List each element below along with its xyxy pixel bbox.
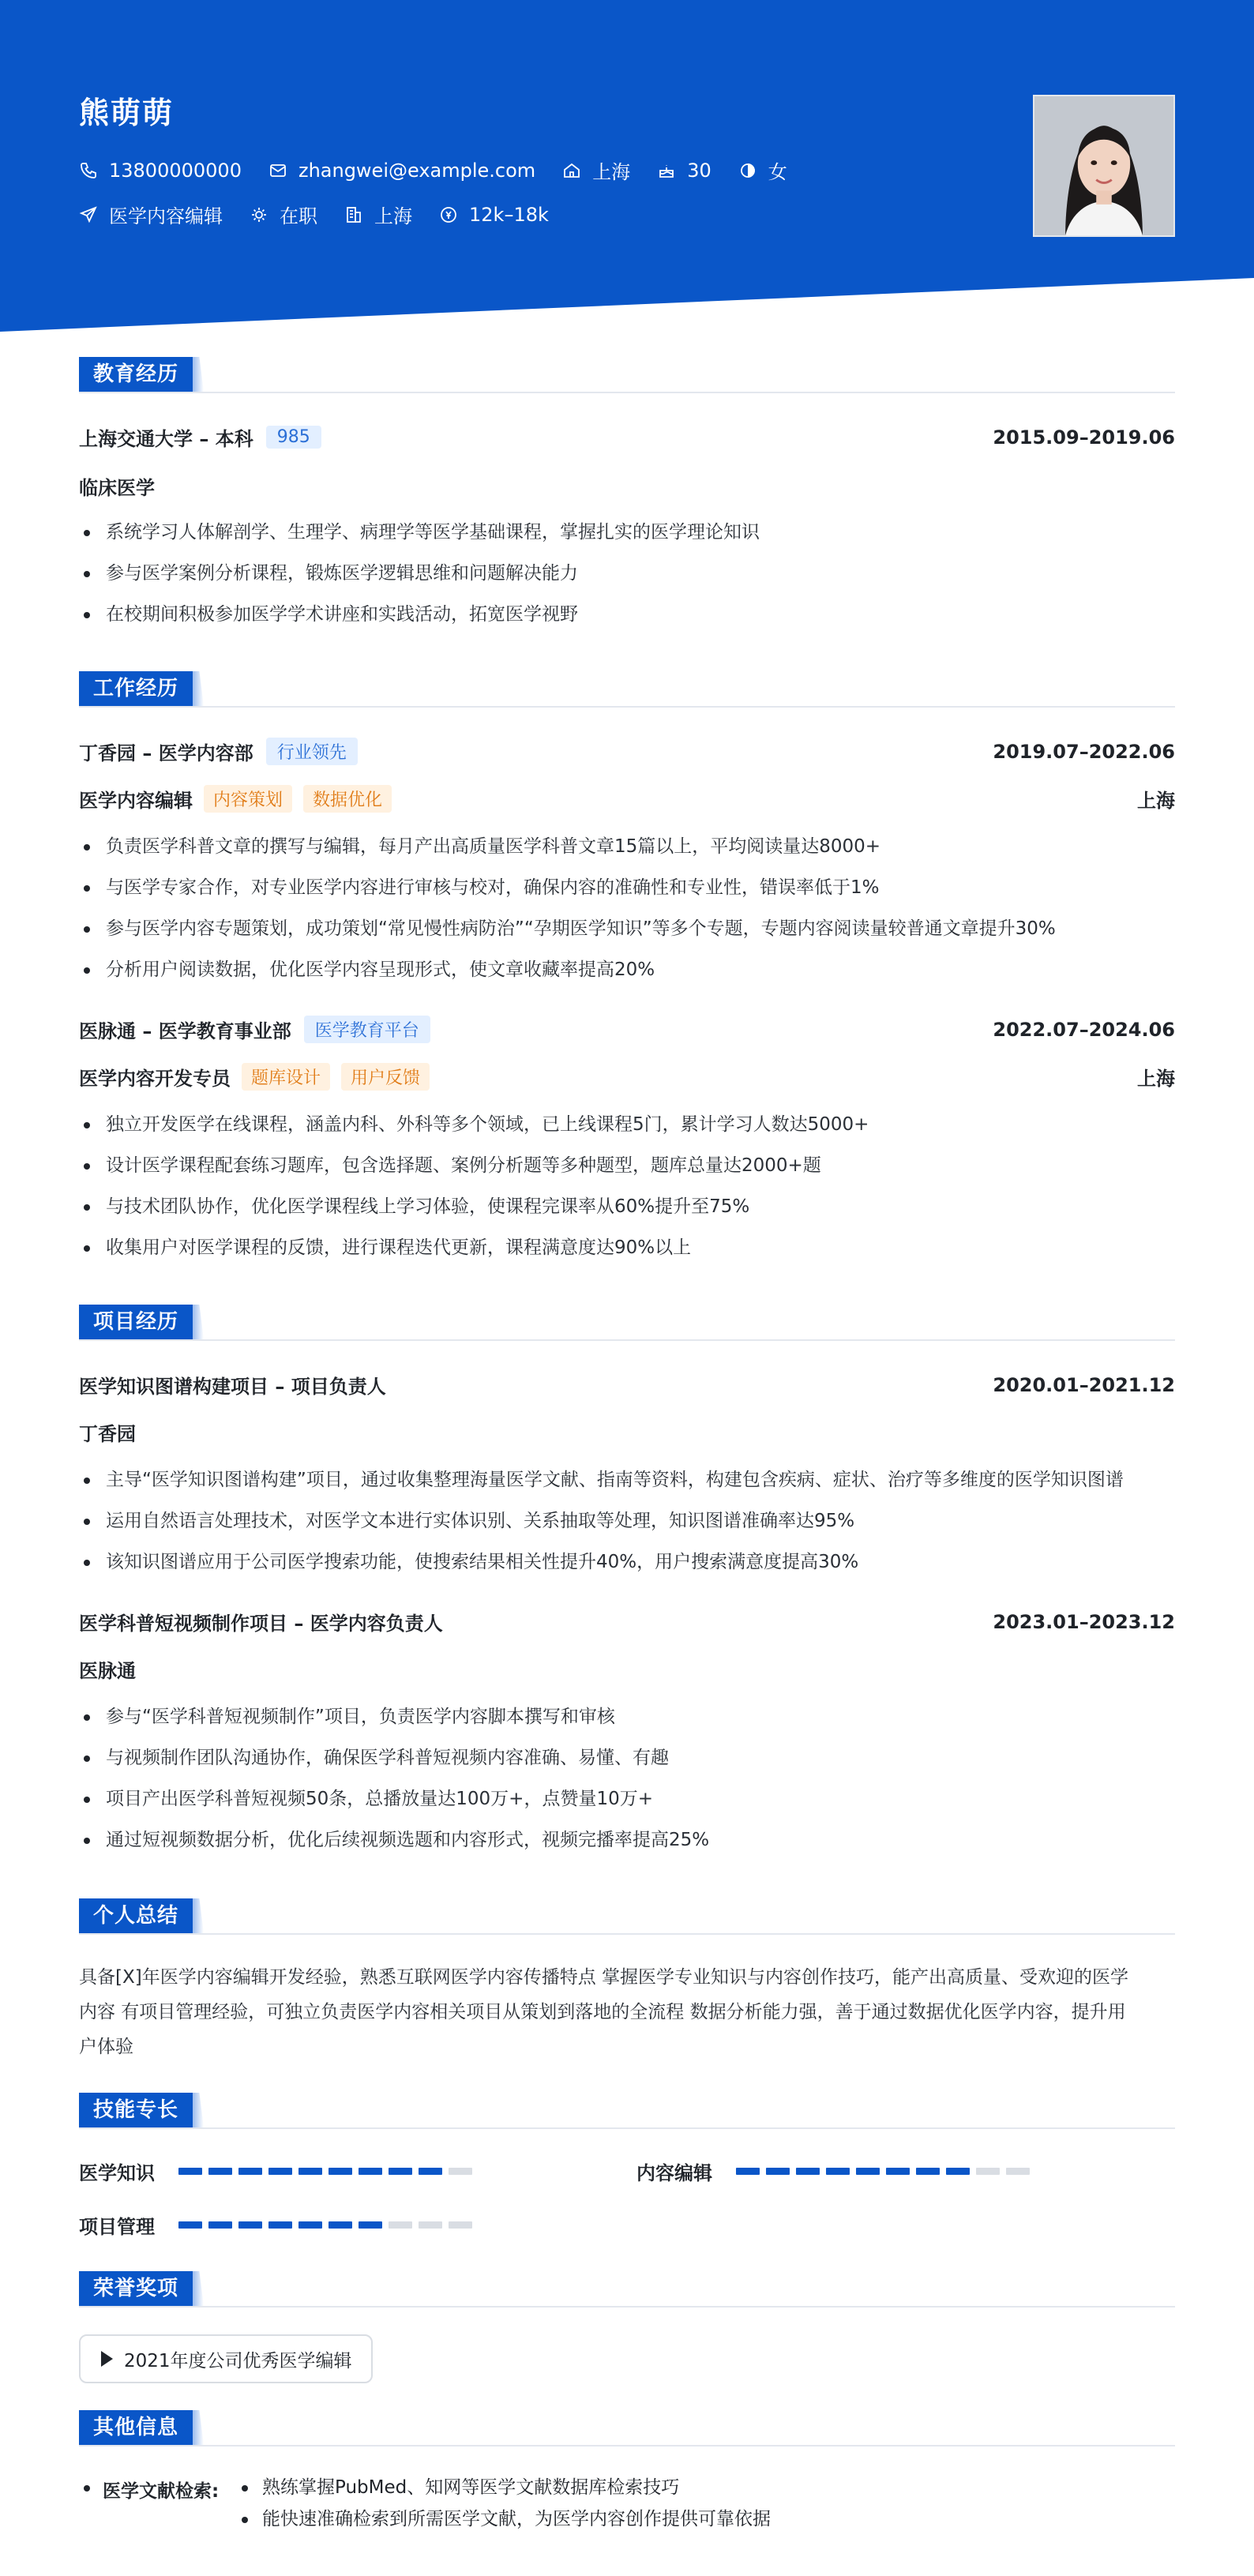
list-item: 项目产出医学科普短视频50条，总播放量达100万+，点赞量10万+: [79, 1778, 1175, 1819]
role-group: [79, 785, 392, 813]
section-title: 个人总结: [79, 1898, 193, 1933]
summary-line: 户体验: [79, 2037, 133, 2057]
list-item: 收集用户对医学课程的反馈，进行课程迭代更新，课程满意度达90%以上: [79, 1227, 1175, 1268]
company-tag: 医学教育平台: [304, 1016, 430, 1043]
list-item: 与技术团队协作，优化医学课程线上学习体验，使课程完课率从60%提升至75%: [79, 1186, 1175, 1227]
status-text: 在职: [280, 205, 317, 227]
other-info-section: [79, 2410, 1175, 2568]
phone-item: [79, 160, 242, 182]
job-entry-row: [79, 738, 1175, 765]
skill-level-segment: [178, 2168, 202, 2175]
projects-section: [79, 1305, 1175, 1873]
hometown-item: [562, 156, 630, 184]
job-entry-row: [79, 1016, 1175, 1043]
summary-text: [79, 1960, 1175, 2064]
resume-header: [0, 0, 1254, 332]
summary-line: 内容 有项目管理经验，可独立负责医学内容相关项目从策划到落地的全流程 数据分析能力强，善于通过数据优化医学内容，提升用: [79, 2002, 1126, 2022]
avatar-portrait-icon: [1034, 96, 1173, 235]
skill-level-segment: [856, 2168, 880, 2175]
candidate-name: 熊萌萌: [79, 96, 175, 130]
skill-name: 内容编辑: [636, 2162, 712, 2184]
section-header: [79, 671, 1175, 708]
role-tag: 题库设计: [242, 1063, 330, 1091]
section-title: 项目经历: [79, 1305, 193, 1339]
profile-photo: [1033, 95, 1175, 237]
project-name: 医学科普短视频制作项目 – 医学内容负责人: [79, 1613, 443, 1635]
skill-level-segment: [359, 2221, 382, 2229]
list-item: 参与医学内容专题策划，成功策划“常见慢性病防治”“孕期医学知识”等多个专题，专题内容阅读量较普通文章提升30%: [79, 908, 1175, 949]
company-name: 丁香园 – 医学内容部: [79, 742, 253, 764]
company-name: 医脉通 – 医学教育事业部: [79, 1020, 291, 1042]
cake-icon: [657, 161, 676, 180]
list-item: 能快速准确检索到所需医学文献，为医学内容创作提供可靠依据: [237, 2499, 771, 2540]
section-header: [79, 357, 1175, 393]
summary-line: 具备[X]年医学内容编辑开发经验，熟悉互联网医学内容传播特点 掌握医学专业知识与内容创作技巧，能产出高质量、受欢迎的医学: [79, 1967, 1129, 1988]
home-icon: [562, 161, 581, 180]
skill-level-segment: [359, 2168, 382, 2175]
education-entry-row: [79, 423, 1175, 451]
skill-level-segment: [826, 2168, 850, 2175]
skill-level-segment: [298, 2168, 322, 2175]
list-item: 系统学习人体解剖学、生理学、病理学等医学基础课程，掌握扎实的医学理论知识: [79, 512, 1175, 553]
send-icon: [79, 205, 98, 224]
company-group: [79, 1016, 430, 1043]
work-section: [79, 671, 1175, 1287]
section-title: 技能专长: [79, 2093, 193, 2127]
list-item: 参与“医学科普短视频制作”项目，负责医学内容脚本撰写和审核: [79, 1696, 1175, 1737]
project-entry-row: [79, 1371, 1175, 1399]
age-item: [657, 160, 711, 182]
building-icon: [344, 205, 363, 224]
gender-icon: [738, 161, 757, 180]
major-name: 临床医学: [79, 477, 155, 499]
email-item: [268, 160, 535, 182]
city-text: 上海: [374, 205, 412, 227]
skill-level-segment: [886, 2168, 910, 2175]
section-header: [79, 2271, 1175, 2308]
section-header: [79, 1898, 1175, 1935]
section-title: 其他信息: [79, 2410, 193, 2445]
skill-name: 医学知识: [79, 2162, 155, 2184]
skill-name: 项目管理: [79, 2216, 155, 2238]
skill-level-segment: [178, 2221, 202, 2229]
section-divider: [79, 2127, 1175, 2129]
email-text: zhangwei@example.com: [298, 159, 536, 182]
job-title-item: [79, 201, 223, 228]
skill-level-segment: [238, 2168, 262, 2175]
phone-icon: [79, 161, 98, 180]
school-tag: 985: [266, 426, 321, 449]
role-group: [79, 1063, 430, 1091]
school-name: 上海交通大学 – 本科: [79, 428, 253, 450]
job-title-text: 医学内容编辑: [109, 205, 223, 227]
list-item: 在校期间积极参加医学学术讲座和实践活动，拓宽医学视野: [79, 594, 1175, 635]
skill-level-segment: [419, 2221, 442, 2229]
section-title: 工作经历: [79, 671, 193, 706]
awards-section: [79, 2271, 1175, 2390]
section-divider: [79, 706, 1175, 708]
project-date: 2023.01–2023.12: [993, 1610, 1175, 1633]
skill-item: [79, 2157, 479, 2185]
project-name: 医学知识图谱构建项目 – 项目负责人: [79, 1376, 386, 1398]
list-item: 参与医学案例分析课程，锻炼医学逻辑思维和问题解决能力: [79, 553, 1175, 594]
role-row: [79, 1063, 1175, 1091]
skill-level-segment: [208, 2168, 232, 2175]
section-title: 荣誉奖项: [79, 2271, 193, 2306]
list-item: 分析用户阅读数据，优化医学内容呈现形式，使文章收藏率提高20%: [79, 949, 1175, 990]
phone-text: 13800000000: [109, 159, 242, 182]
role-tag: 内容策划: [204, 785, 292, 813]
company-group: [79, 738, 358, 765]
list-item: 与视频制作团队沟通协作，确保医学科普短视频内容准确、易懂、有趣: [79, 1737, 1175, 1778]
skill-level-segment: [268, 2168, 292, 2175]
status-item: [250, 201, 317, 228]
other-info-values: [237, 2476, 771, 2540]
skills-section: [79, 2093, 1175, 2251]
section-divider: [79, 1933, 1175, 1935]
job-info-row: [79, 201, 576, 228]
list-item: 负责医学科普文章的撰写与编辑，每月产出高质量医学科普文章15篇以上，平均阅读量达8000+: [79, 826, 1175, 867]
project-org: 医脉通: [79, 1660, 136, 1682]
job-date: 2019.07–2022.06: [993, 740, 1175, 763]
skill-level-bar: [736, 2168, 1036, 2175]
skill-level-segment: [1006, 2168, 1030, 2175]
skill-level-segment: [298, 2221, 322, 2229]
list-item: 设计医学课程配套练习题库，包含选择题、案例分析题等多种题型，题库总量达2000+题: [79, 1145, 1175, 1186]
section-divider: [79, 2306, 1175, 2308]
play-triangle-icon: [101, 2351, 113, 2367]
education-date: 2015.09–2019.06: [993, 426, 1175, 449]
project-date: 2020.01–2021.12: [993, 1373, 1175, 1396]
list-item: 主导“医学知识图谱构建”项目，通过收集整理海量医学文献、指南等资料，构建包含疾病、症状、治疗等多维度的医学知识图谱: [79, 1459, 1175, 1500]
section-header: [79, 2093, 1175, 2129]
section-divider: [79, 392, 1175, 393]
contact-info-row: [79, 156, 814, 184]
skill-level-segment: [389, 2168, 412, 2175]
skill-level-segment: [238, 2221, 262, 2229]
other-info-row: [79, 2476, 771, 2540]
skill-level-segment: [389, 2221, 412, 2229]
list-item: 独立开发医学在线课程，涵盖内科、外科等多个领域，已上线课程5门，累计学习人数达5000+: [79, 1104, 1175, 1145]
list-item: 运用自然语言处理技术，对医学文本进行实体识别、关系抽取等处理，知识图谱准确率达95%: [79, 1500, 1175, 1541]
section-header: [79, 1305, 1175, 1341]
award-item: [79, 2334, 373, 2383]
skill-level-segment: [208, 2221, 232, 2229]
hometown-text: 上海: [592, 161, 631, 183]
job-bullets: [79, 1104, 1175, 1268]
summary-section: [79, 1898, 1175, 2072]
section-title: 教育经历: [79, 357, 193, 392]
skill-level-segment: [916, 2168, 940, 2175]
award-text: 2021年度公司优秀医学编辑: [124, 2350, 352, 2371]
skill-level-segment: [268, 2221, 292, 2229]
education-section: [79, 357, 1175, 641]
skill-level-bar: [178, 2168, 479, 2175]
role-row: [79, 785, 1175, 813]
skill-level-segment: [329, 2168, 352, 2175]
skill-level-segment: [736, 2168, 760, 2175]
project-bullets: [79, 1696, 1175, 1861]
money-icon: [439, 205, 458, 224]
mail-icon: [268, 161, 287, 180]
list-item: 该知识图谱应用于公司医学搜索功能，使搜索结果相关性提升40%，用户搜索满意度提高30%: [79, 1541, 1175, 1583]
section-header: [79, 2410, 1175, 2446]
list-item: 与医学专家合作，对专业医学内容进行审核与校对，确保内容的准确性和专业性，错误率低于1%: [79, 867, 1175, 908]
role-tag: 用户反馈: [341, 1063, 430, 1091]
job-location: 上海: [1137, 1068, 1175, 1090]
gender-text: 女: [768, 161, 787, 183]
skill-level-segment: [946, 2168, 970, 2175]
company-tag: 行业领先: [266, 738, 358, 765]
skill-level-segment: [449, 2168, 472, 2175]
skill-level-segment: [796, 2168, 820, 2175]
salary-item: [439, 204, 549, 226]
project-bullets: [79, 1459, 1175, 1583]
skill-level-segment: [419, 2168, 442, 2175]
skill-level-bar: [178, 2221, 479, 2229]
project-org: 丁香园: [79, 1423, 136, 1445]
school-name-group: [79, 423, 321, 451]
other-info-key: 医学文献检索:: [79, 2476, 237, 2540]
list-item: 通过短视频数据分析，优化后续视频选题和内容形式，视频完播率提高25%: [79, 1819, 1175, 1861]
status-icon: [250, 205, 268, 224]
salary-text: 12k–18k: [469, 203, 549, 226]
skill-item: [636, 2157, 1036, 2185]
skill-level-segment: [766, 2168, 790, 2175]
project-entry-row: [79, 1608, 1175, 1635]
education-bullets: [79, 512, 1175, 635]
gender-item: [738, 156, 787, 184]
city-item: [344, 201, 412, 228]
job-location: 上海: [1137, 790, 1175, 812]
job-bullets: [79, 826, 1175, 990]
section-divider: [79, 1339, 1175, 1341]
role-tag: 数据优化: [303, 785, 392, 813]
role-name: 医学内容开发专员: [79, 1068, 231, 1090]
list-item: 熟练掌握PubMed、知网等医学文献数据库检索技巧: [237, 2467, 771, 2508]
job-date: 2022.07–2024.06: [993, 1018, 1175, 1041]
section-divider: [79, 2445, 1175, 2446]
role-name: 医学内容编辑: [79, 790, 193, 812]
age-text: 30: [687, 159, 711, 182]
skill-level-segment: [329, 2221, 352, 2229]
skill-item: [79, 2211, 479, 2239]
skill-level-segment: [449, 2221, 472, 2229]
skill-level-segment: [976, 2168, 1000, 2175]
